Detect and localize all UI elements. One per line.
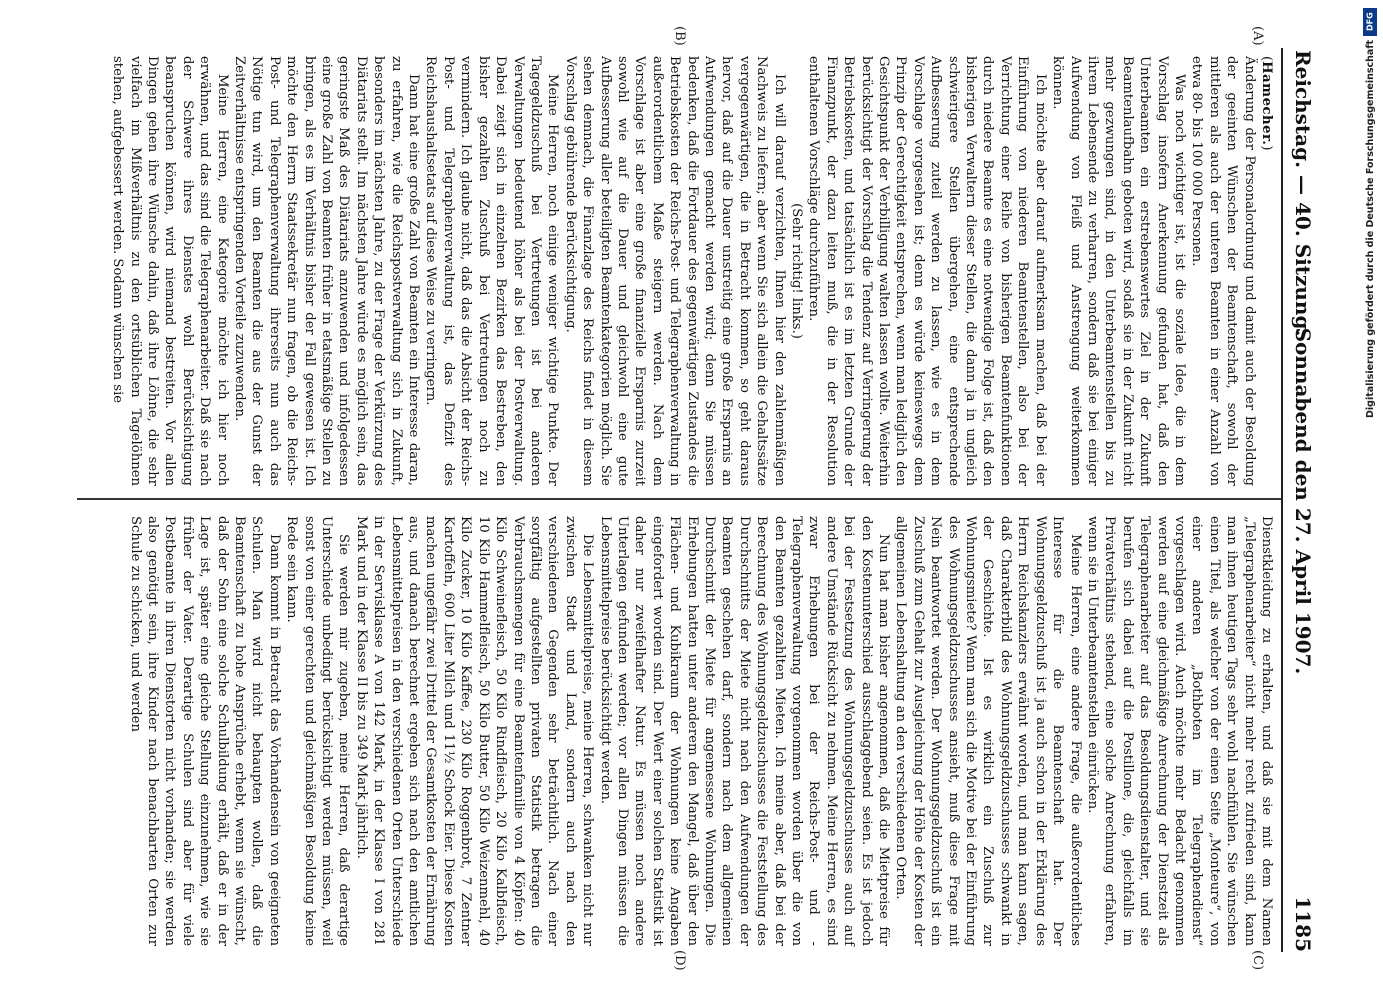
column-divider [77,498,1281,500]
paragraph: Dann hat eine große Zahl von Beamten ein Interesse daran, zu erfahren, wie die Reichspostverwaltung sich in Zukunft, besonders im nächsten Jahre, zu der Frage der Verkürzung des Diätariats stellt. Im nächsten Jahre würde es möglich sein, das geringste Maß des Diätariats anzuwenden und infolgedessen eine große Zahl von Beamten früher in etatsmäßige Stellen zu bringen, als es im Verhältnis bisher der Fall gewesen ist. Ich möchte den Herrn Staatssekretär nun fragen, ob die Reichs-Post- und Telegraphenverwaltung ihrerseits nun auch das Nötige tun wird, um den Beamten die aus der Gunst der Zeitverhältnisse entspringenden Vorteile zuzuwenden. [231,56,421,486]
margin-marker-d: (D) [671,950,687,971]
document-page [57,20,1327,980]
dfg-logo: DFG [1363,8,1377,36]
left-column [108,56,1274,486]
page-number: 1185 [1290,896,1315,952]
right-column [126,516,1275,946]
speaker-line: (Hamecher.) [1258,56,1274,151]
speaker-name: Hamecher. [1258,61,1274,146]
paragraph: Ich will darauf verzichten, Ihnen hier den zahlenmäßigen Nachweis zu liefern; aber wenn Sie sich allein die Gehaltssätze vergegenwärtigen, die in Betracht kommen, so geht daraus hervor, daß auf die Dauer unstreitig eine große Ersparnis an Aufwendungen gemacht werden wird; denn Sie müssen bedenken, daß die Fortdauer des gegenwärtigen Zustandes die Betriebskosten der Reichs-Post- und Telegraphenverwaltung in außerordentlichem Maße steigern werden. Nach dem Vorschlage ist aber eine große finanzielle Ersparnis zurzeit sowohl wie auf die Dauer und gleichwohl eine gute Aufbesserung aller beteiligten Beamtenkategorien möglich. Sie sehen demnach, die Finanzlage des Reichs findet in diesem Vorschlag gebührende Berücksichtigung. [562,56,787,486]
page-header [1285,50,1317,952]
paragraph: Nun hat man bisher angenommen, daß die Mietpreise für den Kostenunterschied ausschlaggebend seien. Es ist jedoch bei der Festsetzung des Wohnungsgeldzuschusses auch auf andere Umstände Rücksicht zu nehmen. Meine Herren, es sind zwar Erhebungen bei der Reichs-Post- und -Telegraphenverwaltung vorgenommen worden über die von den Beamten gezahlten Mieten. Ich meine aber, daß bei der Berechnung des Wohnungsgeldzuschusses die Feststellung des Durchschnitts der Miete nicht nach den Aufwendungen der Beamten geschehen darf, sondern nach dem allgemeinen Durchschnitt der Miete für angemessene Wohnungen. Die Erhebungen hatten unter anderem den Mangel, daß über den Flächen- und Kubikraum der Wohnungen keine Angaben eingefordert worden sind. Der Wert einer solchen Statistik ist daher nur zweifelhafter Natur. Es müssen noch andere Unterlagen gefunden werden; vor allen Dingen müssen die Lebensmittelpreise berücksichtigt werden. [597,516,891,946]
paragraph: Änderung der Personalordnung und damit auch der Besoldung der geeinten Wünschen der Beamtenschaft, sowohl der mittleren als auch der unteren Beamten in einer Anzahl von etwa 80- bis 100 000 Personen. [1188,56,1257,486]
header-rule [1281,48,1283,952]
header-left: Reichstag. — 40. Sitzung. [1290,50,1315,337]
paragraph: Was noch wichtiger ist, ist die soziale Idee, die in dem Vorschlag insofern Anerkennung gefunden hat, daß den Unterbeamten ein erstrebenswertes Ziel in der Zukunft Beamtenlaufbahn geboten wird, sodaß sie in der Zukunft nicht mehr gezwungen sind, in den Unterbeamtenstellen bis zu ihrem Lebensende zu verharren, sondern daß sie bei einiger Aufwendung von Fleiß und Anstrengung weiterkommen können. [1049,56,1187,486]
paragraph: Die Lebensmittelpreise, meine Herren, schwanken nicht nur zwischen Stadt und Land, sondern auch nach den verschiedenen Gegenden sehr beträchtlich. Nach einer sorgfältig aufgestellten privaten Statistik betragen die Verbrauchsmengen für eine Beamtenfamilie von 4 Köpfen: 40 Kilo Schweinefleisch, 50 Kilo Rindfleisch, 20 Kilo Kalbfleisch, 10 Kilo Hammelfleisch, 50 Kilo Butter, 50 Kilo Weizenmehl, 40 Kilo Zucker, 10 Kilo Kaffee, 230 Kilo Roggenbrot, 7 Zentner Kartoffeln, 600 Liter Milch und 11½ Schock Eier. Diese Kosten machen ungefähr zwei Drittel der Gesamtkosten der Ernährung aus, und danach berechnet ergeben sich nach den amtlichen Lebensmittelpreisen in den verschiedenen Orten Unterschiede in der Servisklasse A von 142 Mark, in der Klasse I von 281 Mark und in der Klasse II bis zu 349 Mark jährlich. [353,516,595,946]
header-date: Sonnabend den 27. April 1907. [1290,327,1315,675]
paragraph: Meine Herren, eine Kategorie möchte ich hier noch erwähnen, und das sind die Telegraphenarbeiter. Daß sie nach der Schwere ihres Dienstes wohl Berücksichtigung beanspruchen können, wird niemand bestreiten. Vor allen Dingen gehen ihre Wünsche dahin, daß ihre Löhne, die sehr vielfach im Mißverhältnis zu den ortsüblichen Tagelöhnen stehen, aufgebessert werden. Sodann wünschen sie [109,56,230,486]
digitization-credit: Digitalisierung gefördert durch die Deutsche Forschungsgemeinschaft [1365,40,1376,418]
margin-marker-b: (B) [671,26,687,46]
interjection: (Sehr richtig! links.) [788,203,804,339]
paragraph: Dann kommt in Betracht das Vorhandensein von geeigneten Schulen. Man wird nicht behaupten wollen, daß die Beamtenschaft zu hohe Ansprüche erhebt, wenn sie wünscht, daß der Sohn eine solche Schulbildung erhält, daß er in der Lage ist, später eine gleiche Stellung einzunehmen, wie sie früher der Vater. Derartige Schulen sind aber für viele Postbeamte in ihren Dienstorten nicht vorhanden; sie werden also genötigt sein, ihre Kinder nach benachbarten Orten zur Schule zu schicken, und werden [127,516,282,946]
paragraph: Sie werden mir zugeben, meine Herren, daß derartige Unterschiede unbedingt berücksichtigt werden müssen, weil sonst von einer gerechten und gleichmäßigen Besoldung keine Rede sein kann. [283,516,351,946]
paragraph: Ich möchte aber darauf aufmerksam machen, daß bei der Einführung von niederen Beamtenstellen, also bei der Verrichtung einer Reihe von bisherigen Beamtenfunktionen durch niedere Beamte es eine notwendige Folge ist, daß den bisherigen Verwaltern dieser Stellen, die dann ja in ungleich schwierigere Stellen übergehen, eine entsprechende Aufbesserung zuteil werden zu lassen, wie es in dem Vorschlage vorgesehen ist; denn es würde keineswegs dem Prinzip der Gerechtigkeit entsprechen, wenn man lediglich den Gesichtspunkt der Verbilligung walten lassen wollte. Weiterhin berücksichtigt der Vorschlag die Tendenz auf Verringerung der Betriebskosten, und tatsächlich ist es im letzten Grunde der Finanzpunkt, der dazu leiten muß, die in der Resolution enthaltenen Vorschläge durchzuführen. [805,56,1048,486]
paragraph: Meine Herren, noch einige weniger wichtige Punkte. Der Tagegeldzuschuß bei Vertretungen ist bei anderen Verwaltungen bedeutend höher als bei der Postverwaltung. Dabei zeigt sich in einzelnen Bezirken das Bestreben, den bisher gezahlten Zuschuß bei Vertretungen noch zu vermindern. Ich glaube nicht, daß das die Absicht der Reichs-Post- und Telegraphenverwaltung ist, das Defizit des Reichshaushaltsetats auf diese Weise zu verringern. [423,56,560,486]
margin-marker-c: (C) [1249,950,1265,971]
paragraph: Dienstkleidung zu erhalten, und daß sie mit dem Namen „Telegraphenarbeiter“ nicht mehr recht zufrieden sind, kann man ihnen heutigen Tags sehr wohl nachfühlen. Sie wünschen einen Titel, als welcher von der einen Seite „Monteure“, von einer anderen „Bothboten im Telegraphendienst“ vorgeschlagen wird. Auch möchte mehr Bedacht genommen werden auf eine gleichmäßige Anrechnung der Dienstzeit als Telegraphenarbeiter auf das Besoldungsdienstalter, und sie berufen sich dabei auf die Postillone, die, gleichfalls im Privatverhältnis stehend, eine solche Anrechnung erfahren, wenn sie in Unterbeamtenstellen einrücken. [1084,516,1274,946]
margin-marker-a: (A) [1249,26,1265,46]
paragraph: Meine Herren, eine andere Frage, die außerordentliches Interesse für die Beamtenschaft hat. Der Wohnungsgeldzuschuß ist ja auch schon in der Erklärung des Herrn Reichskanzlers erwähnt worden, und man kann sagen, daß Charakterbild des Wohnungsgeldzuschusses schwankt in der Geschichte. Ist es wirklich ein Zuschuß zur Wohnungsmiete? Wenn man sich die Motive bei der Einführung des Wohnungsgeldzuschusses ansieht, muß diese Frage mit Nein beantwortet werden. Der Wohnungsgeldzuschuß ist ein Zuschuß zum Gehalt zur Ausgleichung der Höhe der Kosten der allgemeinen Lebenshaltung an den verschiedenen Orten. [892,516,1083,946]
